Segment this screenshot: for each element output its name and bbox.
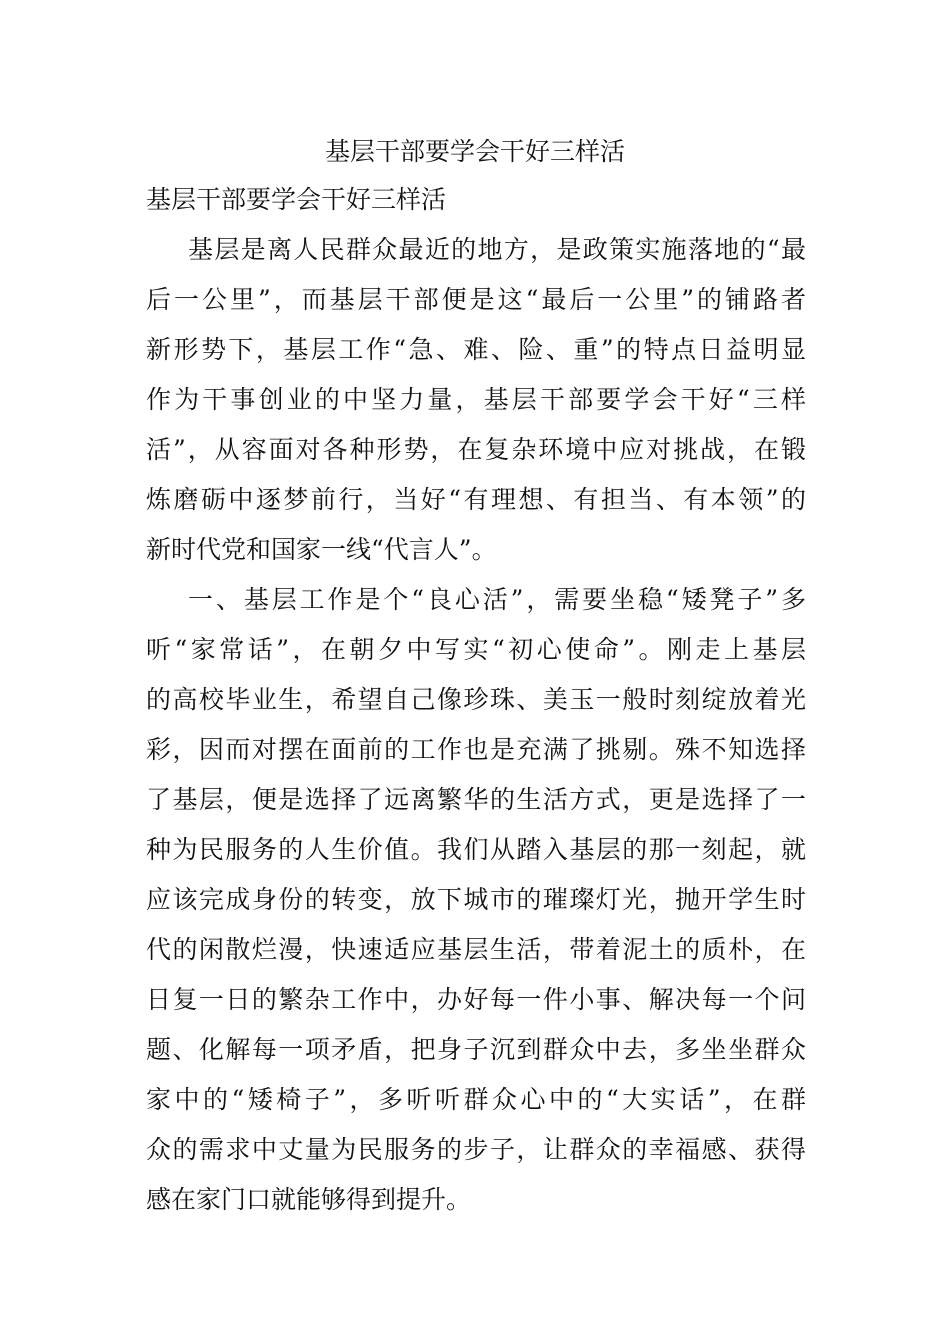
paragraph-1-line-4: 作为干事创业的中坚力量，基层干部要学会干好“三样: [146, 385, 806, 414]
paragraph-2-line-4: 彩，因而对摆在面前的工作也是充满了挑剔。殊不知选择: [146, 735, 806, 764]
paragraph-2-line-13: 感在家门口就能够得到提升。: [146, 1185, 472, 1214]
paragraph-2-line-10: 题、化解每一项矛盾，把身子沉到群众中去，多坐坐群众: [146, 1035, 806, 1064]
paragraph-1-line-6: 炼磨砺中逐梦前行，当好“有理想、有担当、有本领”的: [146, 485, 806, 514]
paragraph-1-line-2: 后一公里”，而基层干部便是这“最后一公里”的铺路者: [146, 285, 806, 314]
paragraph-2-line-1: 一、基层工作是个“良心活”，需要坐稳“矮凳子”多: [188, 585, 806, 614]
paragraph-2-line-6: 种为民服务的人生价值。我们从踏入基层的那一刻起，就: [146, 835, 806, 864]
paragraph-2-line-11: 家中的“矮椅子”，多听听群众心中的“大实话”，在群: [146, 1085, 806, 1114]
paragraph-1-line-3: 新形势下，基层工作“急、难、险、重”的特点日益明显: [146, 335, 806, 364]
paragraph-2-line-9: 日复一日的繁杂工作中，办好每一件小事、解决每一个问: [146, 985, 806, 1014]
document-title: 基层干部要学会干好三样活: [324, 137, 625, 166]
paragraph-2-line-3: 的高校毕业生，希望自己像珍珠、美玉一般时刻绽放着光: [146, 685, 806, 714]
paragraph-2-line-7: 应该完成身份的转变，放下城市的璀璨灯光，抛开学生时: [146, 885, 806, 914]
paragraph-2-line-5: 了基层，便是选择了远离繁华的生活方式，更是选择了一: [146, 785, 806, 814]
paragraph-2-line-12: 众的需求中丈量为民服务的步子，让群众的幸福感、获得: [146, 1135, 806, 1164]
paragraph-1-line-1: 基层是离人民群众最近的地方，是政策实施落地的“最: [188, 235, 806, 264]
paragraph-2-line-8: 代的闲散烂漫，快速适应基层生活，带着泥土的质朴，在: [146, 935, 806, 964]
paragraph-2-line-2: 听“家常话”，在朝夕中写实“初心使命”。刚走上基层: [146, 635, 806, 664]
document-subtitle: 基层干部要学会干好三样活: [146, 185, 447, 214]
paragraph-1-line-7: 新时代党和国家一线“代言人”。: [146, 535, 497, 564]
paragraph-1-line-5: 活”，从容面对各种形势，在复杂环境中应对挑战，在锻: [146, 435, 806, 464]
